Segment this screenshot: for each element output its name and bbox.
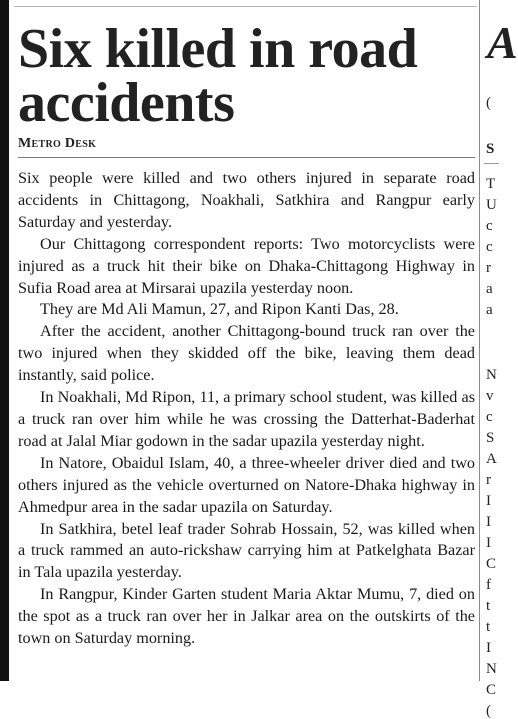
adjacent-line-fragment: C: [486, 682, 497, 698]
adjacent-line-fragment: S: [486, 430, 495, 446]
adjacent-line-fragment: I: [486, 514, 491, 530]
adjacent-line-fragment: a: [486, 281, 493, 297]
adjacent-line-fragment: c: [486, 239, 493, 255]
adjacent-line-fragment: r: [486, 472, 491, 488]
headline: Six killed in road accidents: [18, 18, 418, 134]
paragraph: In Noakhali, Md Ripon, 11, a primary school student, was killed as a truck ran over him while he was crossing the Datterhat-Baderhat road at Jalal Miar godown in the sadar upazila yesterday night.: [18, 388, 475, 450]
byline: Metro Desk: [18, 136, 97, 151]
adjacent-line-fragment: t: [486, 598, 491, 614]
adjacent-line-fragment: v: [486, 388, 494, 404]
adjacent-line-fragment: N: [486, 661, 497, 677]
adjacent-column-fragment: [484, 0, 518, 719]
adjacent-line-fragment: c: [486, 409, 493, 425]
adjacent-line-fragment: t: [486, 619, 491, 635]
byline-rule: [18, 157, 475, 158]
article-body: [18, 168, 475, 650]
adjacent-line-fragment: I: [486, 640, 491, 656]
adjacent-line-fragment: (: [486, 703, 491, 719]
adjacent-rule: [484, 163, 499, 164]
top-rule: [14, 6, 477, 7]
adjacent-line-fragment: f: [486, 577, 491, 593]
paragraph: Six people were killed and two others injured in separate road accidents in Chittagong, Noakhali, Satkhira and Rangpur early Saturday and yesterday.: [18, 169, 475, 231]
adjacent-line-fragment: a: [486, 302, 493, 318]
adjacent-line-fragment: c: [486, 218, 493, 234]
article: [18, 18, 475, 650]
paragraph: They are Md Ali Mamun, 27, and Ripon Kanti Das, 28.: [40, 300, 399, 319]
adjacent-line-fragment: C: [486, 556, 497, 572]
column-divider: [479, 0, 480, 681]
adjacent-line-fragment: A: [486, 451, 497, 467]
adjacent-headline-fragment: A: [487, 17, 518, 68]
paragraph: In Natore, Obaidul Islam, 40, a three-wheeler driver died and two others injured as the vehicle overturned on Natore-Dhaka highway in Ahmedpur area in the sadar upazila on Saturday.: [18, 453, 475, 516]
adjacent-line-fragment: I: [486, 535, 491, 551]
page-edge-bar: [0, 0, 9, 681]
adjacent-line-fragment: r: [486, 260, 491, 276]
adjacent-subhead-fragment: S: [486, 141, 495, 157]
paragraph: In Rangpur, Kinder Garten student Maria Aktar Mumu, 7, died on the spot as a truck ran over her in Jalkar area on the outskirts of the town on Saturday morning.: [18, 585, 475, 648]
paragraph: After the accident, another Chittagong-bound truck ran over the two injured when they skidded off the bike, leaving them dead instantly, said police.: [18, 322, 475, 385]
paragraph: Our Chittagong correspondent reports: Two motorcyclists were injured as a truck hit their bike on Dhaka-Chittagong Highway in Sufia Road area at Mirsarai upazila yesterday noon.: [18, 234, 475, 297]
adjacent-line-fragment: (: [486, 95, 491, 111]
adjacent-line-fragment: N: [486, 367, 497, 383]
adjacent-line-fragment: I: [486, 493, 491, 509]
paragraph: In Satkhira, betel leaf trader Sohrab Hossain, 52, was killed when a truck rammed an auto-rickshaw carrying him at Patkelghata Bazar in Tala upazila yesterday.: [18, 519, 475, 582]
adjacent-line-fragment: U: [486, 197, 497, 213]
adjacent-line-fragment: T: [486, 176, 496, 192]
